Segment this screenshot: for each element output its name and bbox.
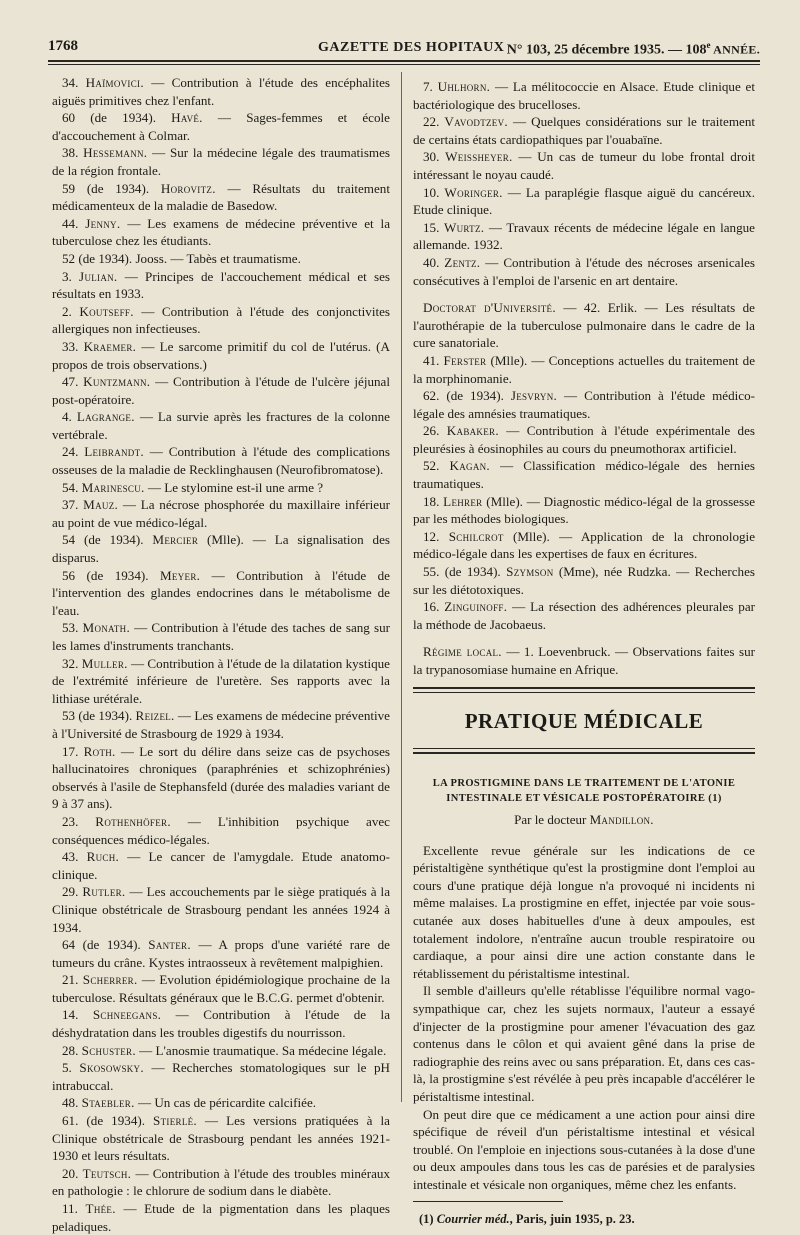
author-name: Jesvryn. bbox=[510, 388, 558, 404]
entry-text: — Contribution à l'étude des complications osseuses de la maladie de Recklinghausen (Neurofibromatose). bbox=[52, 444, 391, 478]
column-separator bbox=[401, 72, 402, 1102]
author-name: Vavodtzev. bbox=[444, 114, 508, 130]
author-name: Leibrandt. bbox=[84, 444, 144, 460]
entry-text: — Classification médico-légale des hernies traumatiques. bbox=[413, 458, 756, 492]
entry-text: — Evolution épidémiologique prochaine de la tuberculose. Résultats généraux que le B.C.G. permet d'obtenir. bbox=[52, 972, 391, 1005]
bibliography-entry bbox=[52, 496, 390, 531]
journal-title: GAZETTE DES HOPITAUX bbox=[318, 40, 505, 55]
entry-text: — Contribution à l'étude des conjonctivites allergiques non infectieuses. bbox=[52, 303, 391, 337]
bibliography-entry bbox=[52, 567, 390, 620]
footnote bbox=[419, 1212, 755, 1227]
entry-text: — Le sarcome primitif du col de l'utérus. (A propos de trois observations.) bbox=[52, 338, 390, 372]
issue-date: N° 103, 25 décembre 1935. — 108 bbox=[506, 42, 707, 58]
entry-text: — La nécrose phosphorée du maxillaire inférieur au point de vue médico-légal. bbox=[52, 497, 391, 530]
entry-text: 11. bbox=[62, 1201, 86, 1216]
author-name: Meyer. bbox=[159, 567, 201, 583]
bibliography-entry bbox=[52, 109, 390, 144]
bibliography-entry bbox=[52, 1094, 390, 1112]
footnote-number: (1) bbox=[419, 1212, 437, 1227]
bibliography-entry bbox=[52, 215, 390, 250]
author-name: Weissheyer. bbox=[445, 149, 513, 165]
article-paragraph: Il semble d'ailleurs qu'elle rétablisse l'équilibre normal vago-sympathique car, chez les sujets normaux, l'auteur a essayé d'injecter de la prostigmine pour amener l'évacuation des gaz contenus dans le côlon et qui avaient gêné dans la prise de radiographie des reins avec ou sans préparation. Et, dans ces cas-là, la prostigmine s'est révélée à peu près incapable d'accélérer le péristaltisme intestinal. bbox=[413, 983, 755, 1104]
entry-text: — Le sort du délire dans seize cas de psychoses hallucinatoires chroniques (paraphrénies et schizophrénies) observés à l'asile de Stephansfeld (durée des maladies variant de 9 à 37 ans). bbox=[52, 743, 390, 812]
bibliography-entry bbox=[413, 457, 755, 492]
article-byline bbox=[413, 812, 755, 828]
author-name: Muller. bbox=[81, 655, 128, 671]
entry-text: 38. bbox=[62, 145, 84, 161]
author-name: Scherrer. bbox=[82, 972, 138, 988]
author-name: Woringer. bbox=[444, 184, 503, 200]
entry-text: 15. bbox=[423, 219, 444, 235]
entry-text: 61. (de 1934). bbox=[62, 1113, 154, 1129]
bibliography-entry bbox=[413, 352, 755, 387]
bibliography-entry bbox=[52, 180, 390, 215]
entry-text: — La survie après les fractures de la colonne vertébrale. bbox=[52, 409, 390, 442]
bibliography-entry bbox=[52, 813, 390, 848]
entry-text: 28. bbox=[62, 1042, 82, 1058]
entry-text: 22. bbox=[423, 114, 445, 130]
author-name: Kagan. bbox=[449, 458, 490, 474]
entry-text: 2. bbox=[62, 303, 80, 319]
author-name: Zentz. bbox=[444, 254, 481, 270]
author-name: Lehrer bbox=[443, 493, 483, 509]
footnote-rule bbox=[413, 1201, 563, 1202]
entry-text: 62. (de 1934). bbox=[423, 388, 511, 404]
entry-text: 52 (de 1934). Jooss. — Tabès et traumatisme. bbox=[62, 250, 301, 266]
bibliography-entry bbox=[413, 219, 755, 254]
doctorat-entry-list bbox=[413, 299, 755, 633]
entry-text: — Contribution à l'étude de l'ulcère jéjunal post-opératoire. bbox=[52, 374, 390, 407]
entry-text: — 42. Erlik. — Les résultats de l'aurothérapie de la tuberculose pulmonaire dans le cadre de la cure sanatoriale. bbox=[413, 300, 755, 351]
issue-year: ANNÉE. bbox=[710, 42, 760, 57]
author-name: Staebler. bbox=[81, 1095, 135, 1111]
entry-text: — Sur la médecine légale des traumatismes de la région frontale. bbox=[52, 145, 391, 178]
bibliography-entry bbox=[413, 184, 755, 219]
entry-text: 44. bbox=[62, 215, 86, 231]
entry-text: 55. (de 1934). bbox=[423, 564, 507, 580]
entry-text: — A props d'une variété rare de tumeurs du crâne. Kystes intraosseux à revêtement malpighien. bbox=[52, 937, 390, 970]
entry-text: — Les examens de médecine préventive et la tuberculose chez les étudiants. bbox=[52, 215, 391, 249]
entry-text: 64 (de 1934). bbox=[62, 937, 149, 953]
article-author: Mandillon. bbox=[589, 811, 654, 827]
entry-text: — La paraplégie flasque aiguë du cancéreux. Etude clinique. bbox=[413, 184, 756, 218]
entry-text: 60 (de 1934). bbox=[62, 110, 172, 126]
entry-text: 54 (de 1934). bbox=[62, 532, 153, 548]
bibliography-entry bbox=[52, 408, 390, 443]
author-name: Ruch. bbox=[86, 849, 120, 865]
entry-text: 20. bbox=[62, 1165, 83, 1181]
article-title: LA PROSTIGMINE DANS LE TRAITEMENT DE L'ATONIE INTESTINALE ET VÉSICALE POSTOPÉRATOIRE (1) bbox=[432, 777, 736, 804]
author-name: Roth. bbox=[83, 743, 116, 759]
entry-text: 3. bbox=[62, 268, 80, 284]
author-name: Kuntzmann. bbox=[83, 374, 151, 390]
entry-text: 34. bbox=[62, 75, 86, 90]
author-name: Hessemann. bbox=[83, 145, 148, 161]
entry-text: (Mlle). — Application de la chronologie médico-légale dans les expertises de faux en écritures. bbox=[413, 528, 756, 562]
author-name: Horovitz. bbox=[160, 180, 216, 196]
entry-text: 10. bbox=[423, 184, 445, 200]
entry-text: — Un cas de péricardite calcifiée. bbox=[134, 1095, 317, 1111]
section-rule-bottom bbox=[413, 748, 755, 754]
author-name: Santer. bbox=[148, 937, 191, 953]
issue-sup: e bbox=[706, 40, 711, 50]
author-name: Stierlé. bbox=[153, 1113, 197, 1129]
bibliography-entry bbox=[413, 78, 755, 113]
bibliography-entry bbox=[413, 148, 755, 183]
entry-text: 47. bbox=[62, 374, 84, 390]
section-rule-top bbox=[413, 687, 755, 693]
bibliography-entry bbox=[52, 338, 390, 373]
author-name: Teutsch. bbox=[82, 1165, 132, 1181]
entry-text: 14. bbox=[62, 1007, 93, 1023]
entry-text: (Mlle). — Diagnostic médico-légal de la grossesse par les méthodes biologiques. bbox=[413, 493, 755, 527]
entry-text: 12. bbox=[423, 528, 449, 544]
entry-text: — Contribution à l'étude des troubles minéraux en pathologie : le chlorure de sodium dans le diabète. bbox=[52, 1165, 390, 1199]
author-name: Jenny. bbox=[85, 215, 121, 231]
author-name: Rutler. bbox=[82, 884, 126, 900]
author-name: Mercier bbox=[152, 532, 199, 548]
entry-text: (Mlle). — La signalisation des disparus. bbox=[52, 532, 390, 566]
author-name: Skosowsky. bbox=[79, 1060, 144, 1076]
entry-text: 16. bbox=[423, 599, 445, 615]
author-name: Koutseff. bbox=[79, 303, 134, 319]
entry-text: — Un cas de tumeur du lobe frontal droit intéressant le noyau caudé. bbox=[413, 149, 755, 182]
entry-text: 37. bbox=[62, 497, 84, 513]
entry-text: — Les versions pratiquées à la Clinique obstétricale de Strasbourg pendant les années 1921-1930 et leurs résultats. bbox=[52, 1113, 390, 1164]
bibliography-entry bbox=[52, 531, 390, 566]
left-column bbox=[52, 74, 390, 1235]
bibliography-entry bbox=[52, 936, 390, 971]
bibliography-entry bbox=[52, 619, 390, 654]
bibliography-entry bbox=[413, 254, 755, 289]
bibliography-entry bbox=[413, 493, 755, 528]
author-name: Julian. bbox=[79, 268, 118, 284]
bibliography-entry bbox=[52, 707, 390, 742]
footnote-rest: , Paris, juin 1935, p. 23. bbox=[509, 1212, 635, 1227]
bibliography-entry bbox=[52, 848, 390, 883]
author-name: Wurtz. bbox=[443, 219, 485, 235]
entry-text: 32. bbox=[62, 655, 82, 671]
bibliography-entry bbox=[413, 643, 755, 678]
bibliography-entry bbox=[52, 144, 390, 179]
entry-text: — Travaux récents de médecine légale en langue allemande. 1932. bbox=[413, 219, 755, 253]
bibliography-entry bbox=[52, 373, 390, 408]
bibliography-entry bbox=[413, 528, 755, 563]
bibliography-entry bbox=[52, 1042, 390, 1060]
entry-text: — Le stylomine est-il une arme ? bbox=[144, 479, 324, 495]
author-name: Marinescu. bbox=[81, 479, 145, 495]
entry-text: — Quelques considérations sur le traitement de certains états cardiopathiques par l'ouabaïne. bbox=[413, 114, 755, 147]
entry-text: 7. bbox=[423, 79, 438, 94]
entry-text: 23. bbox=[62, 813, 96, 829]
entry-text: 43. bbox=[62, 849, 87, 865]
entry-text: — Contribution à l'étude des encéphalites aiguës primitives chez l'enfant. bbox=[52, 75, 390, 108]
bibliography-entry bbox=[52, 443, 390, 478]
entry-text: — La résection des adhérences pleurales par la méthode de Jacobaeus. bbox=[413, 599, 755, 632]
entry-text: 21. bbox=[62, 972, 83, 988]
entry-text: — Contribution à l'étude de la déshydratation dans les troubles digestifs du nourrisson. bbox=[52, 1007, 391, 1041]
author-name: Schilcrot bbox=[448, 528, 504, 544]
entry-text: 40. bbox=[423, 254, 445, 270]
entry-text: 5. bbox=[62, 1060, 80, 1076]
entry-text: — Sages-femmes et école d'accouchement à Colmar. bbox=[52, 110, 390, 143]
author-name: Doctorat d'Université. bbox=[423, 300, 556, 316]
entry-text: 52. bbox=[423, 458, 450, 474]
entry-text: — L'inhibition psychique avec conséquences médico-légales. bbox=[52, 813, 390, 847]
entry-text: 17. bbox=[62, 743, 84, 759]
article-body bbox=[413, 842, 755, 1194]
entry-text: — Les examens de médecine préventive à l'Université de Strasbourg de 1929 à 1934. bbox=[52, 708, 390, 741]
entry-text: 56 (de 1934). bbox=[62, 567, 160, 583]
footnote-journal: Courrier méd. bbox=[436, 1212, 510, 1227]
author-name: Szymson bbox=[506, 564, 554, 580]
entry-text: — Les accouchements par le siège pratiqués à la Clinique obstétricale de Strasbourg pendant les années 1924 à 1934. bbox=[52, 884, 390, 935]
author-name: Uhlhorn. bbox=[437, 79, 491, 94]
entry-text: 41. bbox=[423, 352, 444, 368]
author-name: Havé. bbox=[171, 110, 203, 126]
entry-text: (Mme), née Rudzka. — Recherches sur les diétotoxiques. bbox=[413, 564, 755, 597]
bibliography-entry bbox=[52, 1112, 390, 1165]
author-name: Ferster bbox=[443, 352, 487, 368]
entry-text: — Etude de la pigmentation dans les plaques peladiques. bbox=[52, 1201, 390, 1234]
author-name: Zinguinoff. bbox=[444, 599, 508, 615]
entry-text: 54. bbox=[62, 479, 82, 495]
header-rule-thin bbox=[48, 64, 760, 65]
entry-text: — Contribution à l'étude de l'intervention des glandes endocrines dans le métabolisme de l'eau. bbox=[52, 567, 390, 618]
entry-text: — L'anosmie traumatique. Sa médecine légale. bbox=[135, 1042, 387, 1058]
entry-text: — La mélitococcie en Alsace. Etude clinique et bactériologique des brucelloses. bbox=[413, 79, 756, 112]
author-name: Monath. bbox=[82, 620, 131, 636]
author-name: Reizel. bbox=[135, 708, 175, 724]
author-name: Kabaker. bbox=[446, 423, 499, 439]
entry-text: — 1. Loevenbruck. — Observations faites sur la trypanosomiase humaine en Afrique. bbox=[413, 644, 755, 677]
bibliography-entry bbox=[52, 883, 390, 936]
entry-text: 30. bbox=[423, 149, 446, 165]
bibliography-entry bbox=[52, 74, 390, 109]
bibliography-entry bbox=[413, 299, 755, 352]
bibliography-entry bbox=[52, 268, 390, 303]
entry-text: — Principes de l'accouchement médical et ses résultats en 1933. bbox=[52, 268, 391, 302]
header-rule bbox=[48, 60, 760, 62]
entry-text: — Contribution à l'étude des nécroses arsenicales consécutives à l'emploi de l'arsenic en art dentaire. bbox=[413, 254, 755, 288]
bibliography-entry bbox=[52, 303, 390, 338]
bibliography-entry bbox=[52, 743, 390, 813]
entry-text: 59 (de 1934). bbox=[62, 180, 161, 196]
article-paragraph: Excellente revue générale sur les indications de ce péristaltigène synthétique qu'est la prostigmine dont l'emploi au cours d'une pratique déjà longue n'a provoqué ni incidents ni même malaises. La prostigmine en effet, injectée par voie sous-cutanée aux doses habituelles d'une à deux ampoules, est totalement indolore, n'entraîne aucun trouble respiratoire ou cardiaque, a pour ainsi dire une action constante dans le rétablissement du péristaltisme intestinal. bbox=[413, 842, 755, 981]
entry-text: 29. bbox=[62, 884, 83, 900]
entry-text: — Recherches stomatologiques sur le pH intrabuccal. bbox=[52, 1060, 390, 1093]
author-name: Thée. bbox=[85, 1201, 116, 1216]
bibliography-entry bbox=[52, 1006, 390, 1041]
page-number: 1768 bbox=[48, 38, 78, 54]
right-entry-list bbox=[413, 78, 755, 289]
bibliography-entry bbox=[52, 1059, 390, 1094]
bibliography-entry bbox=[52, 1200, 390, 1235]
bibliography-entry bbox=[52, 250, 390, 268]
running-header bbox=[48, 34, 760, 58]
entry-text: 53 (de 1934). bbox=[62, 708, 136, 724]
author-name: Schneegans. bbox=[92, 1007, 162, 1023]
right-column bbox=[413, 78, 755, 1227]
entry-text: — Contribution à l'étude médico-légale des amnésies traumatiques. bbox=[413, 388, 756, 421]
bibliography-entry bbox=[52, 655, 390, 708]
author-name: Kraemer. bbox=[83, 338, 137, 354]
entry-text: — Le cancer de l'amygdale. Etude anatomo-clinique. bbox=[52, 849, 390, 882]
author-name: Mauz. bbox=[83, 497, 119, 513]
bibliography-entry bbox=[413, 563, 755, 598]
entry-text: 48. bbox=[62, 1095, 82, 1111]
entry-text: — Contribution à l'étude expérimentale des pleurésies à éosinophiles au cours du pneumothorax artificiel. bbox=[413, 423, 756, 456]
entry-text: 4. bbox=[62, 409, 77, 425]
bibliography-entry bbox=[413, 387, 755, 422]
author-name: Rothenhöfer. bbox=[95, 813, 171, 829]
entry-text: (Mlle). — Conceptions actuelles du traitement de la morphinomanie. bbox=[413, 352, 756, 386]
author-name: Schuster. bbox=[81, 1042, 136, 1058]
author-name: Lagrange. bbox=[76, 409, 135, 425]
bibliography-entry bbox=[52, 1165, 390, 1200]
author-name: Régime local. bbox=[423, 644, 502, 660]
regime-entry bbox=[413, 643, 755, 678]
entry-text: 33. bbox=[62, 338, 84, 354]
entry-text: 53. bbox=[62, 620, 83, 636]
issue-info bbox=[507, 40, 760, 59]
entry-text: — Résultats du traitement médicamenteux de la maladie de Basedow. bbox=[52, 180, 390, 214]
entry-text: — Contribution à l'étude de la dilatation kystique de l'extrémité inférieure de l'uretère. Ses rapports avec la lithiase urétérale. bbox=[52, 655, 390, 706]
author-name: Haïmovici. bbox=[85, 75, 144, 90]
bibliography-entry bbox=[413, 598, 755, 633]
section-title: PRATIQUE MÉDICALE bbox=[464, 708, 704, 733]
bibliography-entry bbox=[413, 113, 755, 148]
entry-text: 26. bbox=[423, 423, 447, 439]
byline-prefix: Par le docteur bbox=[514, 811, 590, 827]
bibliography-entry bbox=[413, 422, 755, 457]
bibliography-entry bbox=[52, 971, 390, 1006]
entry-text: — Contribution à l'étude des taches de sang sur les lames d'instruments tranchants. bbox=[52, 620, 390, 653]
article-paragraph: On peut dire que ce médicament a une action pour ainsi dire spécifique de réveil d'un péristaltisme intestinal et vésical troublé. On l'emploie en injections sous-cutanées à la dose d'une ou deux ampoules dans tous les cas de parésies et de paralysies intestinale et vésicale non organiques, même chez les enfants. bbox=[413, 1106, 755, 1192]
bibliography-entry bbox=[52, 479, 390, 497]
entry-text: 24. bbox=[62, 444, 85, 460]
entry-text: 18. bbox=[423, 493, 444, 509]
